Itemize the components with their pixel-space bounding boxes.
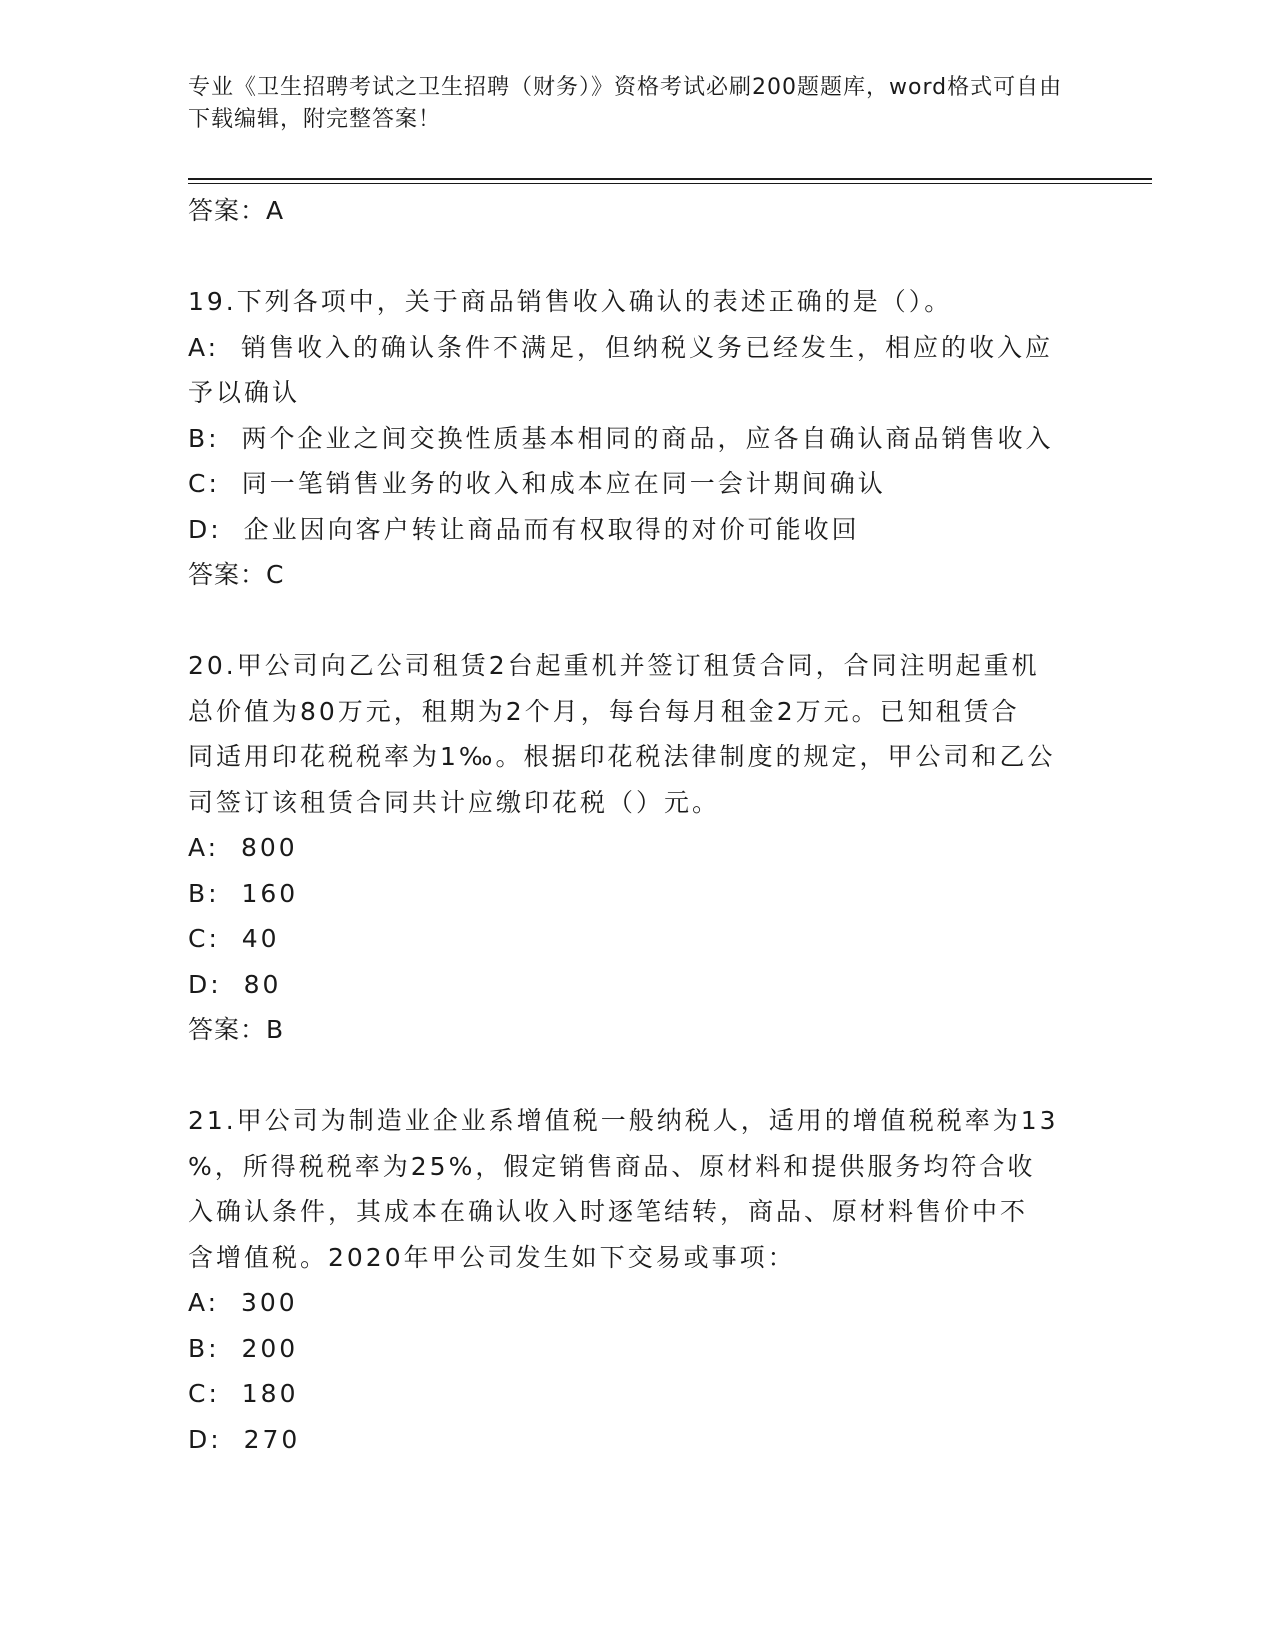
option-b: B: 200: [188, 1333, 299, 1363]
answer-line: 答案：B: [188, 1015, 285, 1044]
option-a: A: 300: [188, 1288, 298, 1317]
answer-line: 答案：A: [188, 196, 285, 225]
option-b: B: 160: [188, 878, 299, 908]
question-text: %，所得税税率为25%，假定销售商品、原材料和提供服务均符合收: [188, 1151, 1036, 1181]
spacer: [188, 598, 1088, 644]
option-c: C: 同一笔销售业务的收入和成本应在同一会计期间确认: [188, 469, 886, 498]
spacer: [188, 1053, 1088, 1099]
option-a: A: 销售收入的确认条件不满足，但纳税义务已经发生，相应的收入应: [188, 332, 1053, 362]
option-a: A: 800: [188, 833, 298, 862]
option-c: C: 40: [188, 924, 280, 953]
question-text: 含增值税。2020年甲公司发生如下交易或事项：: [188, 1242, 796, 1272]
header-divider-thick: [188, 178, 1152, 180]
question-text: 入确认条件，其成本在确认收入时逐笔结转，商品、原材料售价中不: [188, 1197, 1029, 1226]
option-d: D: 企业因向客户转让商品而有权取得的对价可能收回: [188, 514, 860, 544]
option-a-continued: 予以确认: [188, 378, 301, 407]
spacer: [188, 234, 1088, 280]
question-text: 同适用印花税税率为1‰。根据印花税法律制度的规定，甲公司和乙公: [188, 742, 1056, 771]
question-block: [188, 643, 1088, 1053]
answer-line: 答案：C: [188, 560, 285, 589]
question-text: 21.甲公司为制造业企业系增值税一般纳税人，适用的增值税税率为13: [188, 1106, 1059, 1135]
question-text: 20.甲公司向乙公司租赁2台起重机并签订租赁合同，合同注明起重机: [188, 651, 1040, 680]
option-d: D: 270: [188, 1424, 301, 1454]
header-divider-thin: [188, 183, 1152, 184]
question-block: [188, 1098, 1088, 1462]
question-list: [188, 188, 1088, 1462]
question-text: 总价值为80万元，租期为2个月，每台每月租金2万元。已知租赁合: [188, 696, 1020, 726]
option-b: B: 两个企业之间交换性质基本相同的商品，应各自确认商品销售收入: [188, 423, 1054, 453]
option-d: D: 80: [188, 969, 282, 999]
question-block: [188, 279, 1088, 598]
option-c: C: 180: [188, 1379, 299, 1408]
question-text: 19.下列各项中，关于商品销售收入确认的表述正确的是（）。: [188, 287, 953, 316]
question-text: 司签订该租赁合同共计应缴印花税（）元。: [188, 787, 721, 817]
page-header: 专业《卫生招聘考试之卫生招聘（财务）》资格考试必刷200题题库，word格式可自由下载编辑，附完整答案！: [188, 75, 1063, 132]
